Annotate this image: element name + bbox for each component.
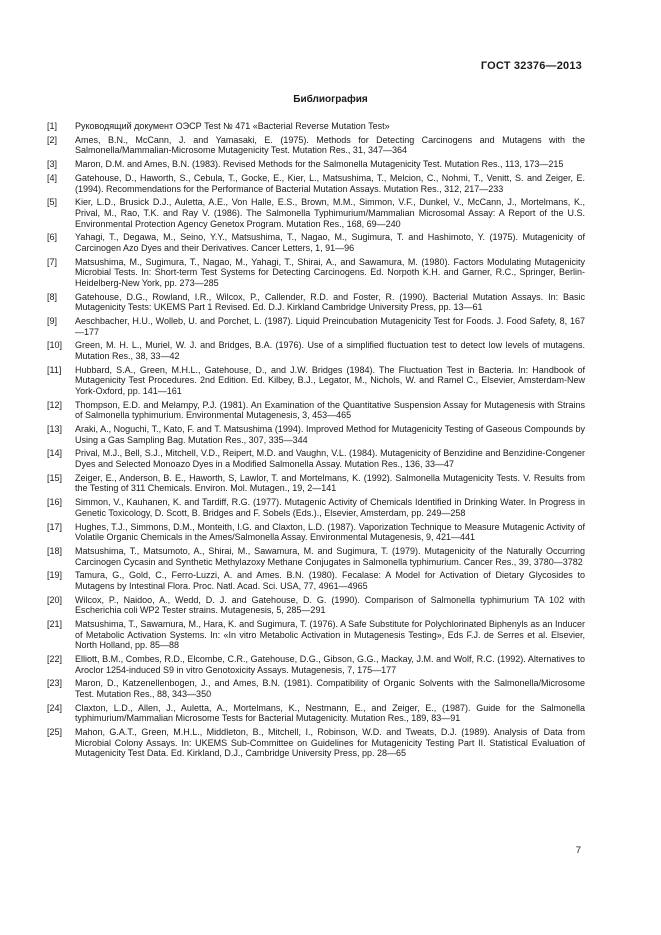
- reference-number: [20]: [47, 594, 63, 605]
- reference-item: [47, 522, 585, 543]
- reference-item: [47, 473, 585, 494]
- reference-item: [47, 727, 585, 759]
- reference-number: [8]: [47, 291, 58, 302]
- reference-text: Wilcox, P., Naidoo, A., Wedd, D. J. and Gatehouse, D. G. (1990). Comparison of Salmonella typhimurium TA 102 with Escherichia coli WP2 Tester strains. Mutagenesis, 5, 285—291: [75, 594, 585, 616]
- reference-text: Gatehouse, D., Haworth, S., Cebula, T., Gocke, E., Kier, L., Matsushima, T., Melcion, C., Nohmi, T., Venitt, S. and Zeiger, E. (1994). Recommendations for the Performance of Bacterial Mutation Assays. Mutation Res., 312, 217—233: [75, 172, 585, 194]
- reference-text: Maron, D., Katzenellenbogen, J., and Ames, B.N. (1981). Compatibility of Organic Solvents with the Salmonella/Microsome Test. Mutation Res., 88, 343—350: [75, 678, 585, 700]
- reference-item: [47, 316, 585, 337]
- reference-number: [23]: [47, 678, 63, 689]
- reference-number: [4]: [47, 172, 58, 183]
- reference-text: Kier, L.D., Brusick D.J., Auletta, A.E., Von Halle, E.S., Brown, M.M., Simmon, V.F., Dunkel, V., McCann, J., Mortelmans, K., Prival, M., Rao, T.K. and Ray V. (1986). The Salmonella Typhimurium/Mammalian Microsomal Assay: A Report of the U.S. Environmental Protection Agency Genetox Program. Mutation Res., 168, 69—240: [75, 197, 585, 229]
- reference-number: [3]: [47, 159, 58, 170]
- reference-number: [18]: [47, 545, 63, 556]
- reference-text: Hughes, T.J., Simmons, D.M., Monteith, I.G. and Claxton, L.D. (1987). Vaporization Technique to Measure Mutagenic Activity of Volatile Organic Chemicals in the Ames/Salmonella Assay. Environmental Mutagenesis, 9, 421—441: [75, 521, 585, 543]
- reference-number: [10]: [47, 340, 63, 351]
- reference-text: Aeschbacher, H.U., Wolleb, U. and Porchet, L. (1987). Liquid Preincubation Mutagenicity Test for Foods. J. Food Safety, 8, 167—177: [75, 316, 585, 337]
- reference-list: [47, 121, 585, 762]
- reference-item: [47, 197, 585, 229]
- reference-text: Tamura, G., Gold, C., Ferro-Luzzi, A. and Ames. B.N. (1980). Fecalase: A Model for Activation of Dietary Glycosides to Mutagens by Intestinal Flora. Proc. Natl. Acad. Sci. USA, 77, 4961—4965: [75, 570, 585, 591]
- reference-number: [13]: [47, 424, 63, 435]
- reference-item: [47, 678, 585, 699]
- reference-number: [25]: [47, 727, 63, 738]
- page-number: 7: [575, 845, 581, 856]
- reference-item: [47, 595, 585, 616]
- reference-text: Hubbard, S.A., Green, M.H.L., Gatehouse, D., and J.W. Bridges (1984). The Fluctuation Test in Bacteria. In: Handbook of Mutagenicity Test Procedures. 2nd Edition. Ed. Kilbey, B.J., Legator, M., Nichols, W. and Ramel C., Elsevier, Amsterdam-New York-Oxford, pp. 141—161: [75, 364, 585, 396]
- bibliography-title: Библиография: [293, 94, 368, 105]
- reference-item: [47, 400, 585, 421]
- reference-item: [47, 497, 585, 518]
- reference-number: [17]: [47, 521, 63, 532]
- reference-number: [14]: [47, 448, 63, 459]
- reference-item: [47, 654, 585, 675]
- reference-number: [7]: [47, 256, 58, 267]
- reference-text: Claxton, L.D., Allen, J., Auletta, A., Mortelmans, K., Nestmann, E., and Zeiger, E., (1987). Guide for the Salmonella typhimurium/Mammalian Microsome Tests for Bacterial Mutagenicity. Mutation Res., 189, 83—91: [75, 702, 585, 724]
- reference-item: [47, 424, 585, 445]
- reference-item: [47, 292, 585, 313]
- reference-number: [22]: [47, 654, 63, 665]
- reference-number: [1]: [47, 121, 58, 131]
- reference-text: Prival, M.J., Bell, S.J., Mitchell, V.D., Reipert, M.D. and Vaughn, V.L. (1984). Mutagenicity of Benzidine and Benzidine-Congener Dyes and Selected Monoazo Dyes in a Modified Salmonella Assay. Mutation Res., 136, 33—47: [75, 448, 585, 470]
- reference-number: [12]: [47, 399, 63, 410]
- reference-item: [47, 619, 585, 651]
- reference-item: [47, 232, 585, 253]
- reference-text: Elliott, B.M., Combes, R.D., Elcombe, C.R., Gatehouse, D.G., Gibson, G.G., Mackay, J.M. and Wolf, R.C. (1992). Alternatives to Aroclor 1254-induced S9 in vitro Genotoxicity Assays. Mutagenesis, 7, 175—177: [75, 654, 585, 675]
- reference-item: [47, 257, 585, 289]
- reference-text: Maron, D.M. and Ames, B.N. (1983). Revised Methods for the Salmonella Mutagenicity Test. Mutation Res., 113, 173—215: [75, 159, 564, 170]
- reference-text: Yahagi, T., Degawa, M., Seino, Y.Y., Matsushima, T., Nagao, M., Sugimura, T. and Hashimoto, Y. (1975). Mutagenicity of Carcinogen Azo Dyes and their Derivatives. Cancer Letters, 1, 91—96: [75, 232, 585, 253]
- reference-text: Matsushima, T., Matsumoto, A., Shirai, M., Sawamura, M. and Sugimura, T. (1979). Mutagenicity of the Naturally Occurring Carcinogen Cycasin and Synthetic Methylazoxy Methane Conjugates in Salmonella typhimurium. Cancer Res., 39, 3780—3782: [75, 545, 585, 567]
- reference-item: [47, 703, 585, 724]
- reference-number: [11]: [47, 364, 62, 375]
- reference-item: [47, 340, 585, 361]
- reference-item: [47, 365, 585, 397]
- reference-text: Thompson, E.D. and Melampy, P.J. (1981). An Examination of the Quantitative Suspension Assay for Mutagenesis with Strains of Salmonella typhimurium. Environmental Mutagenesis, 3, 453—465: [75, 399, 585, 421]
- reference-text: Mahon, G.A.T., Green, M.H.L., Middleton, B., Mitchell, I., Robinson, W.D. and Tweats, D.J. (1989). Analysis of Data from Microbial Colony Assays. In: UKEMS Sub-Committee on Guidelines for Mutagenicity Testing Part II. Statistical Evaluation of Mutagenicity Test Data. Ed. Kirkland, D.J., Cambridge University Press, pp. 28—65: [75, 727, 585, 759]
- reference-number: [6]: [47, 232, 58, 243]
- reference-item: [47, 135, 585, 156]
- reference-text: Simmon, V., Kauhanen, K. and Tardiff, R.G. (1977). Mutagenic Activity of Chemicals Identified in Drinking Water. In Progress in Genetic Toxicology, D. Scott, B. Bridges and F. Sobels (Eds.)., Elsevier, Amsterdam, pp. 249—258: [75, 497, 585, 518]
- reference-number: [16]: [47, 497, 63, 508]
- reference-number: [9]: [47, 316, 58, 326]
- standard-header: ГОСТ 32376—2013: [480, 60, 582, 72]
- reference-number: [24]: [47, 702, 63, 713]
- reference-item: [47, 173, 585, 194]
- reference-item: [47, 159, 585, 170]
- reference-number: [21]: [47, 619, 63, 630]
- reference-text: Руководящий документ ОЭСР Test № 471 «Bacterial Reverse Mutation Test»: [75, 121, 390, 131]
- reference-item: [47, 121, 585, 132]
- reference-number: [5]: [47, 197, 58, 208]
- reference-item: [47, 448, 585, 469]
- reference-item: [47, 546, 585, 567]
- reference-text: Gatehouse, D.G., Rowland, I.R., Wilcox, P., Callender, R.D. and Foster, R. (1990). Bacterial Mutation Assays. In: Basic Mutagenicity Tests: UKEMS Part 1 Revised. Ed. D.J. Kirkland Cambridge University Press, pp. 13—61: [75, 291, 585, 313]
- reference-text: Matsushima, T., Sawamura, M., Hara, K. and Sugimura, T. (1976). A Safe Substitute for Polychlorinated Biphenyls as an Inducer of Metabolic Activation Systems. In: «In vitro Metabolic Activation in Mutagenesis Testing», Eds F.J. de Serres et al. Elsevier, North Holland, pp. 85—88: [75, 619, 585, 651]
- reference-number: [15]: [47, 472, 63, 483]
- reference-text: Green, M. H. L., Muriel, W. J. and Bridges, B.A. (1976). Use of a simplified fluctuation test to detect low levels of mutagens. Mutation Res., 38, 33—42: [75, 340, 585, 361]
- reference-text: Araki, A., Noguchi, T., Kato, F. and T. Matsushima (1994). Improved Method for Mutagenicity Testing of Gaseous Compounds by Using a Gas Sampling Bag. Mutation Res., 307, 335—344: [75, 424, 585, 445]
- reference-text: Matsushima, M., Sugimura, T., Nagao, M., Yahagi, T., Shirai, A., and Sawamura, M. (1980). Factors Modulating Mutagenicity Microbial Tests. In: Short-term Test Systems for Detecting Carcinogens. Ed. Norpoth K.H. and Garner, R.C., Springer, Berlin-Heidelberg-New York, pp. 273—285: [75, 256, 585, 288]
- reference-text: Zeiger, E., Anderson, B. E., Haworth, S, Lawlor, T. and Mortelmans, K. (1992). Salmonella Mutagenicity Tests. V. Results from the Testing of 311 Chemicals. Environ. Mol. Mutagen., 19, 2—141: [75, 472, 585, 494]
- reference-number: [19]: [47, 570, 63, 581]
- reference-text: Ames, B.N., McCann, J. and Yamasaki, E. (1975). Methods for Detecting Carcinogens and Mutagens with the Salmonella/Mammalian-Microsome Mutagenicity Test. Mutation Res., 31, 347—364: [75, 134, 585, 156]
- reference-item: [47, 570, 585, 591]
- reference-number: [2]: [47, 134, 58, 145]
